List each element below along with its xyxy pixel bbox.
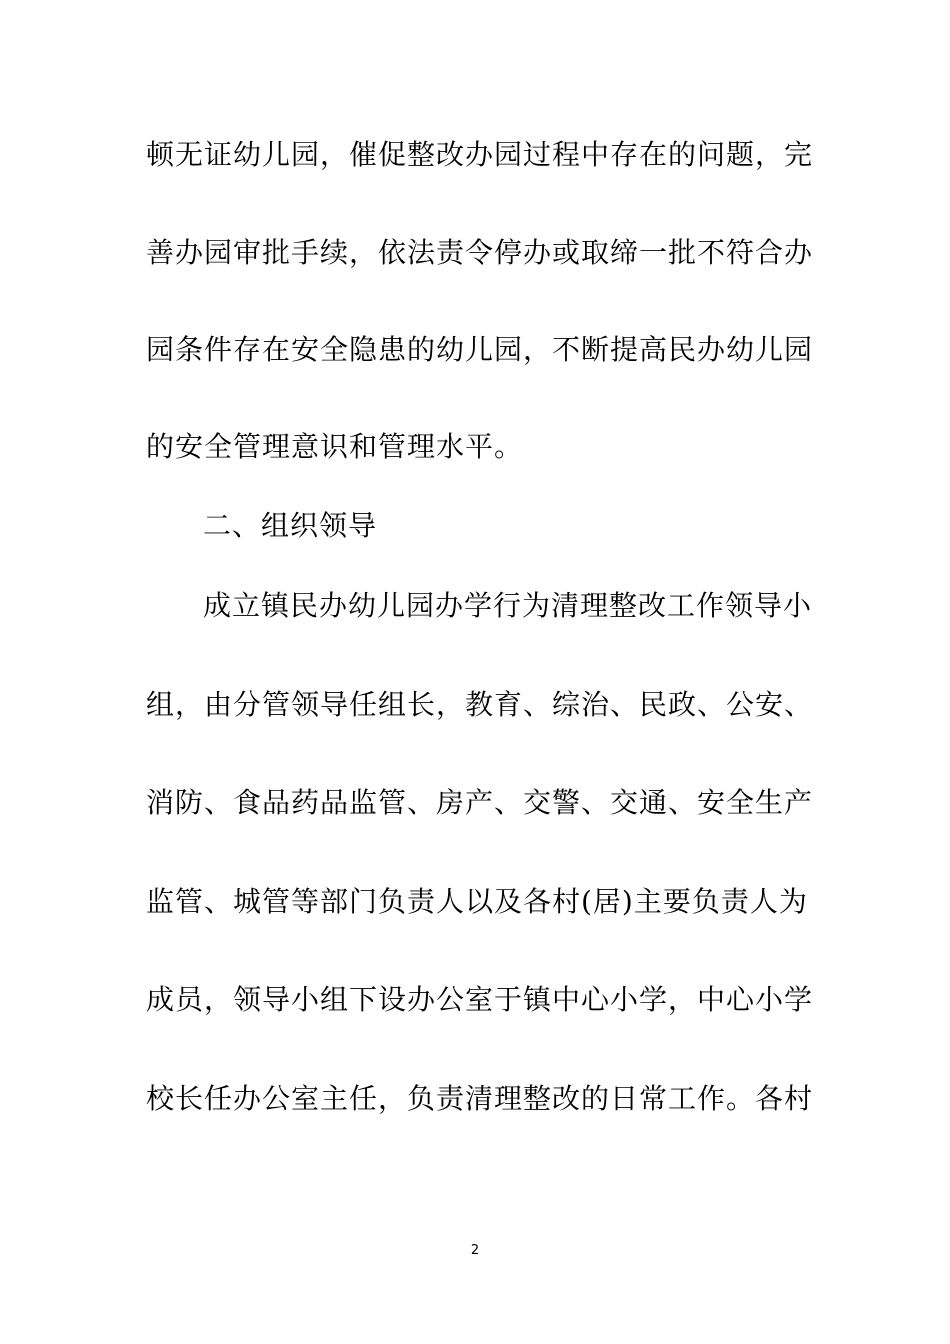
paragraph-line: 善办园审批手续，依法责令停办或取缔一批不符合办 xyxy=(146,236,814,269)
paragraph-line: 的安全管理意识和管理水平。 xyxy=(146,430,524,463)
paragraph-line: 顿无证幼儿园，催促整改办园过程中存在的问题，完 xyxy=(146,138,814,171)
paragraph-line: 成立镇民办幼儿园办学行为清理整改工作领导小 xyxy=(203,589,813,622)
page-number: 2 xyxy=(470,1243,480,1258)
section-heading: 二、组织领导 xyxy=(203,509,378,542)
paragraph-line: 消防、食品药品监管、房产、交警、交通、安全生产 xyxy=(146,786,814,819)
paragraph-line: 成员，领导小组下设办公室于镇中心小学，中心小学 xyxy=(146,983,814,1016)
paragraph-line: 监管、城管等部门负责人以及各村(居)主要负责人为 xyxy=(146,885,808,918)
paragraph-line: 组，由分管领导任组长，教育、综治、民政、公安、 xyxy=(146,688,814,721)
paragraph-line: 园条件存在安全隐患的幼儿园，不断提高民办幼儿园 xyxy=(146,333,814,366)
paragraph-line: 校长任办公室主任，负责清理整改的日常工作。各村 xyxy=(146,1082,814,1115)
